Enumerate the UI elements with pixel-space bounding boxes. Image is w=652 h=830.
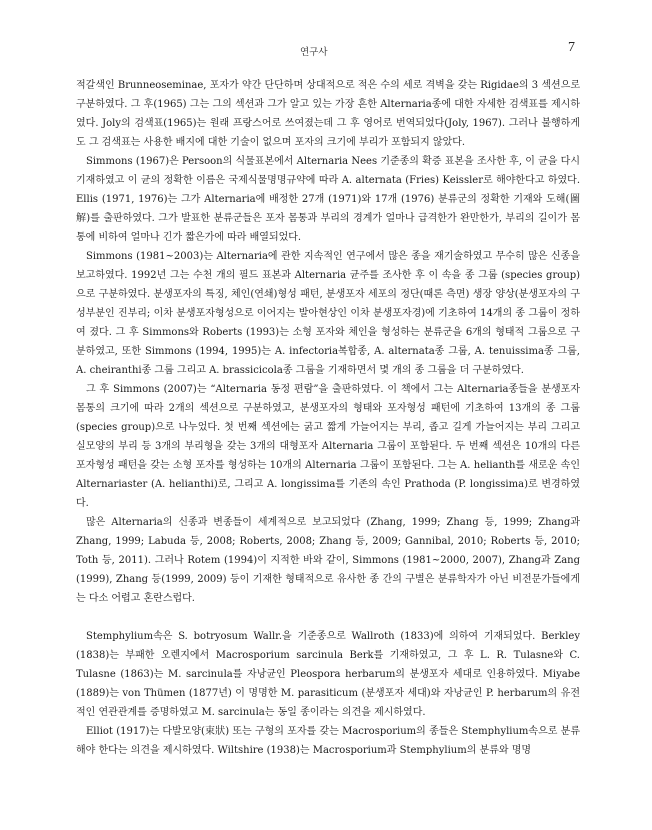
paragraph: 많은 Alternaria의 신종과 변종들이 세계적으로 보고되었다 (Zhang, 1999; Zhang 등, 1999; Zhang과 Zhang, 1999; Labuda 등, 2008; Roberts, 2008; Zhang 등, 2009; Gannibal, 2010; Roberts 등, 2010; Toth 등, 2011). 그러나 Rotem (1994)이 지적한 바와 같이, Simmons (1981~2000, 2007), Zhang과 Zang (1999), Zhang 등(1999, 2009) 등이 기재한 형태적으로 유사한 종 간의 구별은 분류학자가 아닌 비전문가들에게는 다소 어렵고 혼란스럽다. bbox=[76, 517, 580, 604]
paragraph: Elliot (1917)는 다발모양(束狀) 또는 구형의 포자를 갖는 Macrosporium의 종들은 Stemphylium속으로 분류해야 한다는 의견을 제시하였다. Wiltshire (1938)는 Macrosporium과 Stemphylium의 분류와 명명 bbox=[76, 726, 580, 756]
paragraph-continued: 적갈색인 Brunneoseminae, 포자가 약간 단단하며 상대적으로 적은 수의 세로 격벽을 갖는 Rigidae의 3 섹션으로 구분하였다. 그 후(1965) 그는 그의 섹션과 그가 알고 있는 가장 흔한 Alternaria종에 대한 자세한 검색표를 제시하였다. Joly의 검색표(1965)는 원래 프랑스어로 쓰여졌는데 그 후 영어로 번역되었다(Joly, 1967). 그러나 불행하게도 그 검색표는 사용한 배지에 대한 기술이 없으며 포자의 크기에 부리가 포함되지 않았다. bbox=[76, 80, 580, 148]
paragraph: Simmons (1967)은 Persoon의 식물표본에서 Alternaria Nees 기준종의 확증 표본을 조사한 후, 이 균을 다시 기재하였고 이 균의 정확한 이름은 국제식물명명규약에 따라 A. alternata (Fries) Keissler로 해야한다고 하였다. Ellis (1971, 1976)는 그가 Alternaria에 배정한 27개 (1971)와 17개 (1976) 분류군의 정확한 기재와 도해(圖解)를 출판하였다. 그가 발표한 분류군들은 포자 몸통과 부리의 경계가 얼마나 급격한가 완만한가, 부리의 길이가 몸통에 비하여 얼마나 긴가 짧은가에 따라 배열되었다. bbox=[76, 156, 580, 243]
running-head: 연구사 bbox=[300, 47, 328, 58]
paragraph: Stemphylium속은 S. botryosum Wallr.을 기준종으로 Wallroth (1833)에 의하여 기재되었다. Berkley (1838)는 부패한 오렌지에서 Macrosporium sarcinula Berk를 기재하였고, 그 후 L. R. Tulasne와 C. Tulasne (1863)는 M. sarcinula를 자낭균인 Pleospora herbarum의 분생포자 세대로 인용하였다. Miyabe (1889)는 von Thümen (1877년) 이 명명한 M. parasiticum (분생포자 세대)와 자낭균인 P. herbarum의 유전적인 연관관계를 증명하였고 M. sarcinula는 동일 종이라는 의견을 제시하였다. bbox=[76, 631, 580, 718]
body-text bbox=[76, 76, 580, 760]
paragraph: 그 후 Simmons (2007)는 “Alternaria 동정 편람”을 출판하였다. 이 책에서 그는 Alternaria종들을 분생포자 몸통의 크기에 따라 2개의 섹션으로 구분하였고, 분생포자의 형태와 포자형성 패턴에 기초하여 13개의 종 그룹(species group)으로 나누었다. 첫 번째 섹션에는 굵고 짧게 가늘어지는 부리, 좁고 길게 가늘어지는 부리 그리고 실모양의 부리 등 3개의 부리형을 갖는 3개의 대형포자 Alternaria 그룹이 포함된다. 두 번째 섹션은 10개의 다른 포자형성 패턴을 갖는 소형 포자를 형성하는 10개의 Alternaria 그룹이 포함된다. 그는 A. helianth를 새로운 속인 Alternariaster (A. helianthi)로, 그리고 A. longissima를 기존의 속인 Prathoda (P. longissima)로 변경하였다. bbox=[76, 384, 580, 509]
page-number: 7 bbox=[568, 40, 575, 55]
paragraph: Simmons (1981~2003)는 Alternaria에 관한 지속적인 연구에서 많은 종을 재기술하였고 무수히 많은 신종을 보고하였다. 1992년 그는 수천 개의 필드 표본과 Alternaria 균주를 조사한 후 이 속을 종 그룹 (species group)으로 구분하였다. 분생포자의 특징, 체인(연쇄)형성 패턴, 분생포자 세포의 정단(때론 측면) 생장 양상(분생포자의 구성부분인 진부리; 이차 분생포자형성으로 이어지는 발아현상인 이차 분생포자경)에 기초하여 14개의 종 그룹이 정하여 졌다. 그 후 Simmons와 Roberts (1993)는 소형 포자와 체인을 형성하는 분류군을 6개의 형태적 그룹으로 구분하였고, 또한 Simmons (1994, 1995)는 A. infectoria복합종, A. alternata종 그룹, A. tenuissima종 그룹, A. cheiranthi종 그룹 그리고 A. brassicicola종 그룹을 기재하면서 몇 개의 종 그룹을 더 구분하였다. bbox=[76, 251, 580, 376]
